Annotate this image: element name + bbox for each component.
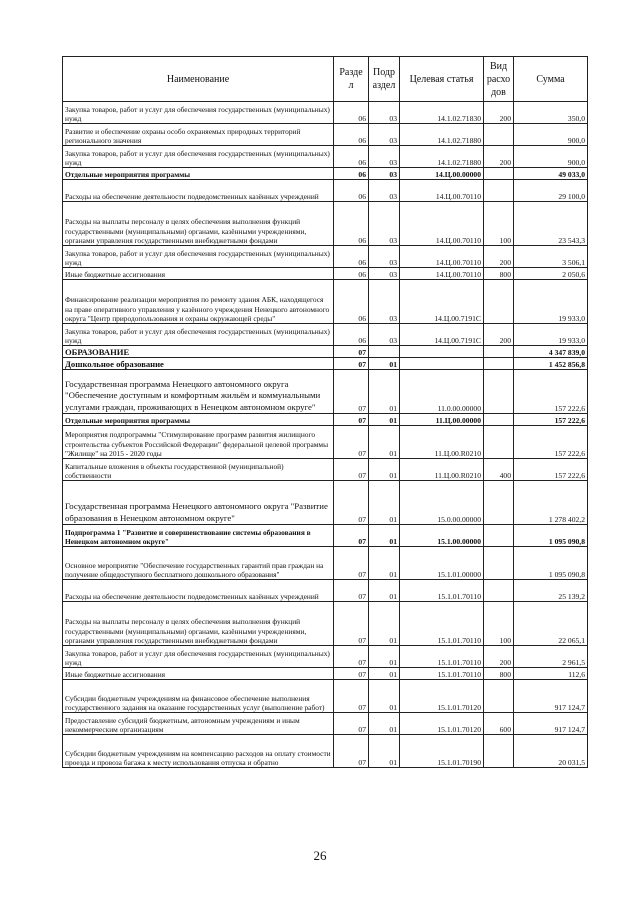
table-row xyxy=(63,602,588,646)
row-target: 11.Ц.00.00000 xyxy=(400,414,484,426)
row-vid xyxy=(484,168,514,180)
row-razdel: 06 xyxy=(334,324,369,346)
row-target: 15.0.00.00000 xyxy=(400,481,484,525)
table-row xyxy=(63,346,588,358)
row-sum: 1 452 856,8 xyxy=(514,358,588,370)
row-sum: 112,6 xyxy=(514,668,588,680)
table-row xyxy=(63,680,588,713)
row-sum: 22 065,1 xyxy=(514,602,588,646)
row-sum: 917 124,7 xyxy=(514,713,588,735)
row-razdel: 07 xyxy=(334,735,369,768)
row-podrazdel: 01 xyxy=(369,426,400,459)
row-name: Дошкольное образование xyxy=(63,358,334,370)
row-razdel: 07 xyxy=(334,580,369,602)
table-row xyxy=(63,459,588,481)
row-razdel: 06 xyxy=(334,280,369,324)
row-name: Развитие и обеспечение охраны особо охраняемых природных территорий регионального значения xyxy=(63,124,334,146)
table-body xyxy=(63,102,588,768)
row-vid: 800 xyxy=(484,268,514,280)
table-header xyxy=(63,57,588,102)
row-vid xyxy=(484,414,514,426)
table-row xyxy=(63,180,588,202)
header-target: Целевая статья xyxy=(400,57,484,102)
row-podrazdel: 01 xyxy=(369,414,400,426)
header-podrazdel: Подр аздел xyxy=(369,57,400,102)
table-row xyxy=(63,735,588,768)
row-vid xyxy=(484,735,514,768)
row-target: 14.1.02.71880 xyxy=(400,124,484,146)
row-vid: 200 xyxy=(484,324,514,346)
row-name: Расходы на обеспечение деятельности подведомственных казённых учреждений xyxy=(63,180,334,202)
row-vid: 200 xyxy=(484,102,514,124)
row-vid xyxy=(484,124,514,146)
table-row xyxy=(63,280,588,324)
row-name: Субсидии бюджетным учреждениям на финансовое обеспечение выполнения государственного задания на оказание государственных услуг (выполнение работ) xyxy=(63,680,334,713)
row-target: 14.Ц.00.7191С xyxy=(400,324,484,346)
row-target: 15.1.01.00000 xyxy=(400,547,484,580)
row-vid: 200 xyxy=(484,646,514,668)
row-vid: 600 xyxy=(484,713,514,735)
row-razdel: 07 xyxy=(334,426,369,459)
row-podrazdel: 03 xyxy=(369,324,400,346)
row-podrazdel: 01 xyxy=(369,668,400,680)
row-podrazdel: 01 xyxy=(369,602,400,646)
page-number: 26 xyxy=(313,848,327,863)
row-target: 15.1.01.70110 xyxy=(400,602,484,646)
row-podrazdel: 03 xyxy=(369,146,400,168)
table-row xyxy=(63,646,588,668)
row-target: 14.1.02.71830 xyxy=(400,102,484,124)
table-row xyxy=(63,358,588,370)
row-target: 15.1.01.70110 xyxy=(400,668,484,680)
row-podrazdel: 01 xyxy=(369,646,400,668)
row-target: 15.1.01.70120 xyxy=(400,713,484,735)
row-name: Капитальные вложения в объекты государственной (муниципальной) собственности xyxy=(63,459,334,481)
table-row xyxy=(63,414,588,426)
row-podrazdel: 01 xyxy=(369,481,400,525)
row-name: Иные бюджетные ассигнования xyxy=(63,268,334,280)
row-name: Отдельные мероприятия программы xyxy=(63,168,334,180)
row-target: 11.Ц.00.R0210 xyxy=(400,459,484,481)
row-razdel: 06 xyxy=(334,146,369,168)
row-razdel: 07 xyxy=(334,358,369,370)
row-target: 15.1.01.70110 xyxy=(400,580,484,602)
row-sum: 900,0 xyxy=(514,124,588,146)
row-sum: 917 124,7 xyxy=(514,680,588,713)
row-vid: 200 xyxy=(484,146,514,168)
row-vid: 200 xyxy=(484,246,514,268)
header-razdel: Разде л xyxy=(334,57,369,102)
table-row xyxy=(63,668,588,680)
row-name: Отдельные мероприятия программы xyxy=(63,414,334,426)
row-name: Закупка товаров, работ и услуг для обеспечения государственных (муниципальных) нужд xyxy=(63,646,334,668)
row-podrazdel: 03 xyxy=(369,268,400,280)
header-sum: Сумма xyxy=(514,57,588,102)
row-name: Закупка товаров, работ и услуг для обеспечения государственных (муниципальных) нужд xyxy=(63,246,334,268)
row-razdel: 07 xyxy=(334,414,369,426)
row-name: ОБРАЗОВАНИЕ xyxy=(63,346,334,358)
row-target: 15.1.00.00000 xyxy=(400,525,484,547)
row-podrazdel: 01 xyxy=(369,713,400,735)
row-target: 14.Ц.00.00000 xyxy=(400,168,484,180)
row-razdel: 06 xyxy=(334,180,369,202)
row-razdel: 07 xyxy=(334,370,369,414)
row-sum: 157 222,6 xyxy=(514,370,588,414)
table-row xyxy=(63,370,588,414)
row-podrazdel: 01 xyxy=(369,680,400,713)
row-podrazdel: 01 xyxy=(369,547,400,580)
row-target xyxy=(400,346,484,358)
row-name: Иные бюджетные ассигнования xyxy=(63,668,334,680)
header-name: Наименование xyxy=(63,57,334,102)
row-vid xyxy=(484,481,514,525)
row-razdel: 07 xyxy=(334,346,369,358)
row-name: Подпрограмма 1 "Развитие и совершенствование системы образования в Ненецком автономном округе" xyxy=(63,525,334,547)
table-row xyxy=(63,580,588,602)
table-row xyxy=(63,202,588,246)
row-sum: 1 278 402,2 xyxy=(514,481,588,525)
row-razdel: 06 xyxy=(334,202,369,246)
row-target: 15.1.01.70110 xyxy=(400,646,484,668)
row-razdel: 07 xyxy=(334,680,369,713)
row-vid xyxy=(484,580,514,602)
row-podrazdel: 03 xyxy=(369,180,400,202)
row-razdel: 07 xyxy=(334,547,369,580)
row-sum: 4 347 839,0 xyxy=(514,346,588,358)
row-podrazdel: 01 xyxy=(369,459,400,481)
row-target: 14.Ц.00.70110 xyxy=(400,268,484,280)
row-podrazdel: 01 xyxy=(369,580,400,602)
row-target: 11.0.00.00000 xyxy=(400,370,484,414)
row-sum: 1 095 090,8 xyxy=(514,525,588,547)
row-vid xyxy=(484,525,514,547)
row-target: 14.1.02.71880 xyxy=(400,146,484,168)
row-name: Закупка товаров, работ и услуг для обеспечения государственных (муниципальных) нужд xyxy=(63,324,334,346)
table-row xyxy=(63,124,588,146)
row-vid xyxy=(484,680,514,713)
table-row xyxy=(63,547,588,580)
row-target: 14.Ц.00.70110 xyxy=(400,202,484,246)
row-razdel: 06 xyxy=(334,102,369,124)
row-razdel: 07 xyxy=(334,602,369,646)
row-razdel: 07 xyxy=(334,481,369,525)
budget-table xyxy=(62,56,588,768)
table-row xyxy=(63,481,588,525)
table-row xyxy=(63,102,588,124)
row-name: Предоставление субсидий бюджетным, автономным учреждениям и иным некоммерческим организациям xyxy=(63,713,334,735)
row-podrazdel: 03 xyxy=(369,124,400,146)
row-name: Расходы на обеспечение деятельности подведомственных казённых учреждений xyxy=(63,580,334,602)
row-sum: 900,0 xyxy=(514,146,588,168)
row-podrazdel: 03 xyxy=(369,168,400,180)
row-sum: 3 506,1 xyxy=(514,246,588,268)
table-row xyxy=(63,168,588,180)
table-row xyxy=(63,146,588,168)
row-name: Закупка товаров, работ и услуг для обеспечения государственных (муниципальных) нужд xyxy=(63,102,334,124)
row-sum: 49 033,0 xyxy=(514,168,588,180)
row-target: 15.1.01.70190 xyxy=(400,735,484,768)
row-razdel: 06 xyxy=(334,168,369,180)
table-row xyxy=(63,246,588,268)
row-vid: 100 xyxy=(484,602,514,646)
row-vid xyxy=(484,426,514,459)
row-vid xyxy=(484,547,514,580)
row-razdel: 07 xyxy=(334,459,369,481)
row-name: Государственная программа Ненецкого автономного округа "Развитие образования в Ненецком автономном округе" xyxy=(63,481,334,525)
row-sum: 23 543,3 xyxy=(514,202,588,246)
row-sum: 25 139,2 xyxy=(514,580,588,602)
row-vid xyxy=(484,358,514,370)
row-podrazdel: 03 xyxy=(369,102,400,124)
row-vid: 800 xyxy=(484,668,514,680)
row-podrazdel xyxy=(369,346,400,358)
row-name: Субсидии бюджетным учреждениям на компенсацию расходов на оплату стоимости проезда и провоза багажа к месту использования отпуска и обратно xyxy=(63,735,334,768)
row-sum: 157 222,6 xyxy=(514,414,588,426)
table-row xyxy=(63,268,588,280)
row-podrazdel: 01 xyxy=(369,735,400,768)
row-vid xyxy=(484,370,514,414)
row-sum: 350,0 xyxy=(514,102,588,124)
row-name: Закупка товаров, работ и услуг для обеспечения государственных (муниципальных) нужд xyxy=(63,146,334,168)
table-row xyxy=(63,713,588,735)
row-sum: 2 050,6 xyxy=(514,268,588,280)
row-sum: 19 933,0 xyxy=(514,280,588,324)
row-name: Расходы на выплаты персоналу в целях обеспечения выполнения функций государственными (муниципальными) органами, казёнными учреждениями, органами управления государственными внебюджетными фондами xyxy=(63,202,334,246)
row-sum: 29 100,0 xyxy=(514,180,588,202)
row-sum: 157 222,6 xyxy=(514,426,588,459)
table-row xyxy=(63,324,588,346)
row-sum: 157 222,6 xyxy=(514,459,588,481)
row-sum: 19 933,0 xyxy=(514,324,588,346)
row-target: 15.1.01.70120 xyxy=(400,680,484,713)
row-sum: 2 961,5 xyxy=(514,646,588,668)
row-name: Финансирование реализации мероприятия по ремонту здания АБК, находящегося на праве оперативного управления у казённого учреждения Ненецкого автономного округа "Центр природопользования и охраны окружающей среды" xyxy=(63,280,334,324)
row-sum: 1 095 090,8 xyxy=(514,547,588,580)
row-vid xyxy=(484,180,514,202)
row-podrazdel: 01 xyxy=(369,358,400,370)
row-name: Основное мероприятие "Обеспечение государственных гарантий прав граждан на получение общедоступного бесплатного дошкольного образования" xyxy=(63,547,334,580)
row-name: Государственная программа Ненецкого автономного округа "Обеспечение доступным и комфортным жильём и коммунальными услугами граждан, проживающих в Ненецком автономном округе" xyxy=(63,370,334,414)
row-target: 14.Ц.00.7191С xyxy=(400,280,484,324)
row-vid xyxy=(484,346,514,358)
row-vid: 400 xyxy=(484,459,514,481)
row-podrazdel: 01 xyxy=(369,370,400,414)
row-razdel: 07 xyxy=(334,646,369,668)
row-name: Мероприятия подпрограммы "Стимулирование программ развития жилищного строительства субъектов Российской Федерации" федеральной целевой программы "Жилище" на 2015 - 2020 годы xyxy=(63,426,334,459)
row-podrazdel: 01 xyxy=(369,525,400,547)
row-razdel: 06 xyxy=(334,124,369,146)
row-razdel: 07 xyxy=(334,713,369,735)
row-target: 11.Ц.00.R0210 xyxy=(400,426,484,459)
row-razdel: 06 xyxy=(334,268,369,280)
row-podrazdel: 03 xyxy=(369,202,400,246)
header-vid: Вид расхо дов xyxy=(484,57,514,102)
row-sum: 20 031,5 xyxy=(514,735,588,768)
table-row xyxy=(63,525,588,547)
row-vid: 100 xyxy=(484,202,514,246)
row-target xyxy=(400,358,484,370)
row-razdel: 07 xyxy=(334,525,369,547)
row-podrazdel: 03 xyxy=(369,246,400,268)
table-row xyxy=(63,426,588,459)
row-vid xyxy=(484,280,514,324)
row-podrazdel: 03 xyxy=(369,280,400,324)
row-target: 14.Ц.00.70110 xyxy=(400,246,484,268)
row-target: 14.Ц.00.70110 xyxy=(400,180,484,202)
row-name: Расходы на выплаты персоналу в целях обеспечения выполнения функций государственными (муниципальными) органами, казёнными учреждениями, органами управления государственными внебюджетными фондами xyxy=(63,602,334,646)
row-razdel: 06 xyxy=(334,246,369,268)
row-razdel: 07 xyxy=(334,668,369,680)
